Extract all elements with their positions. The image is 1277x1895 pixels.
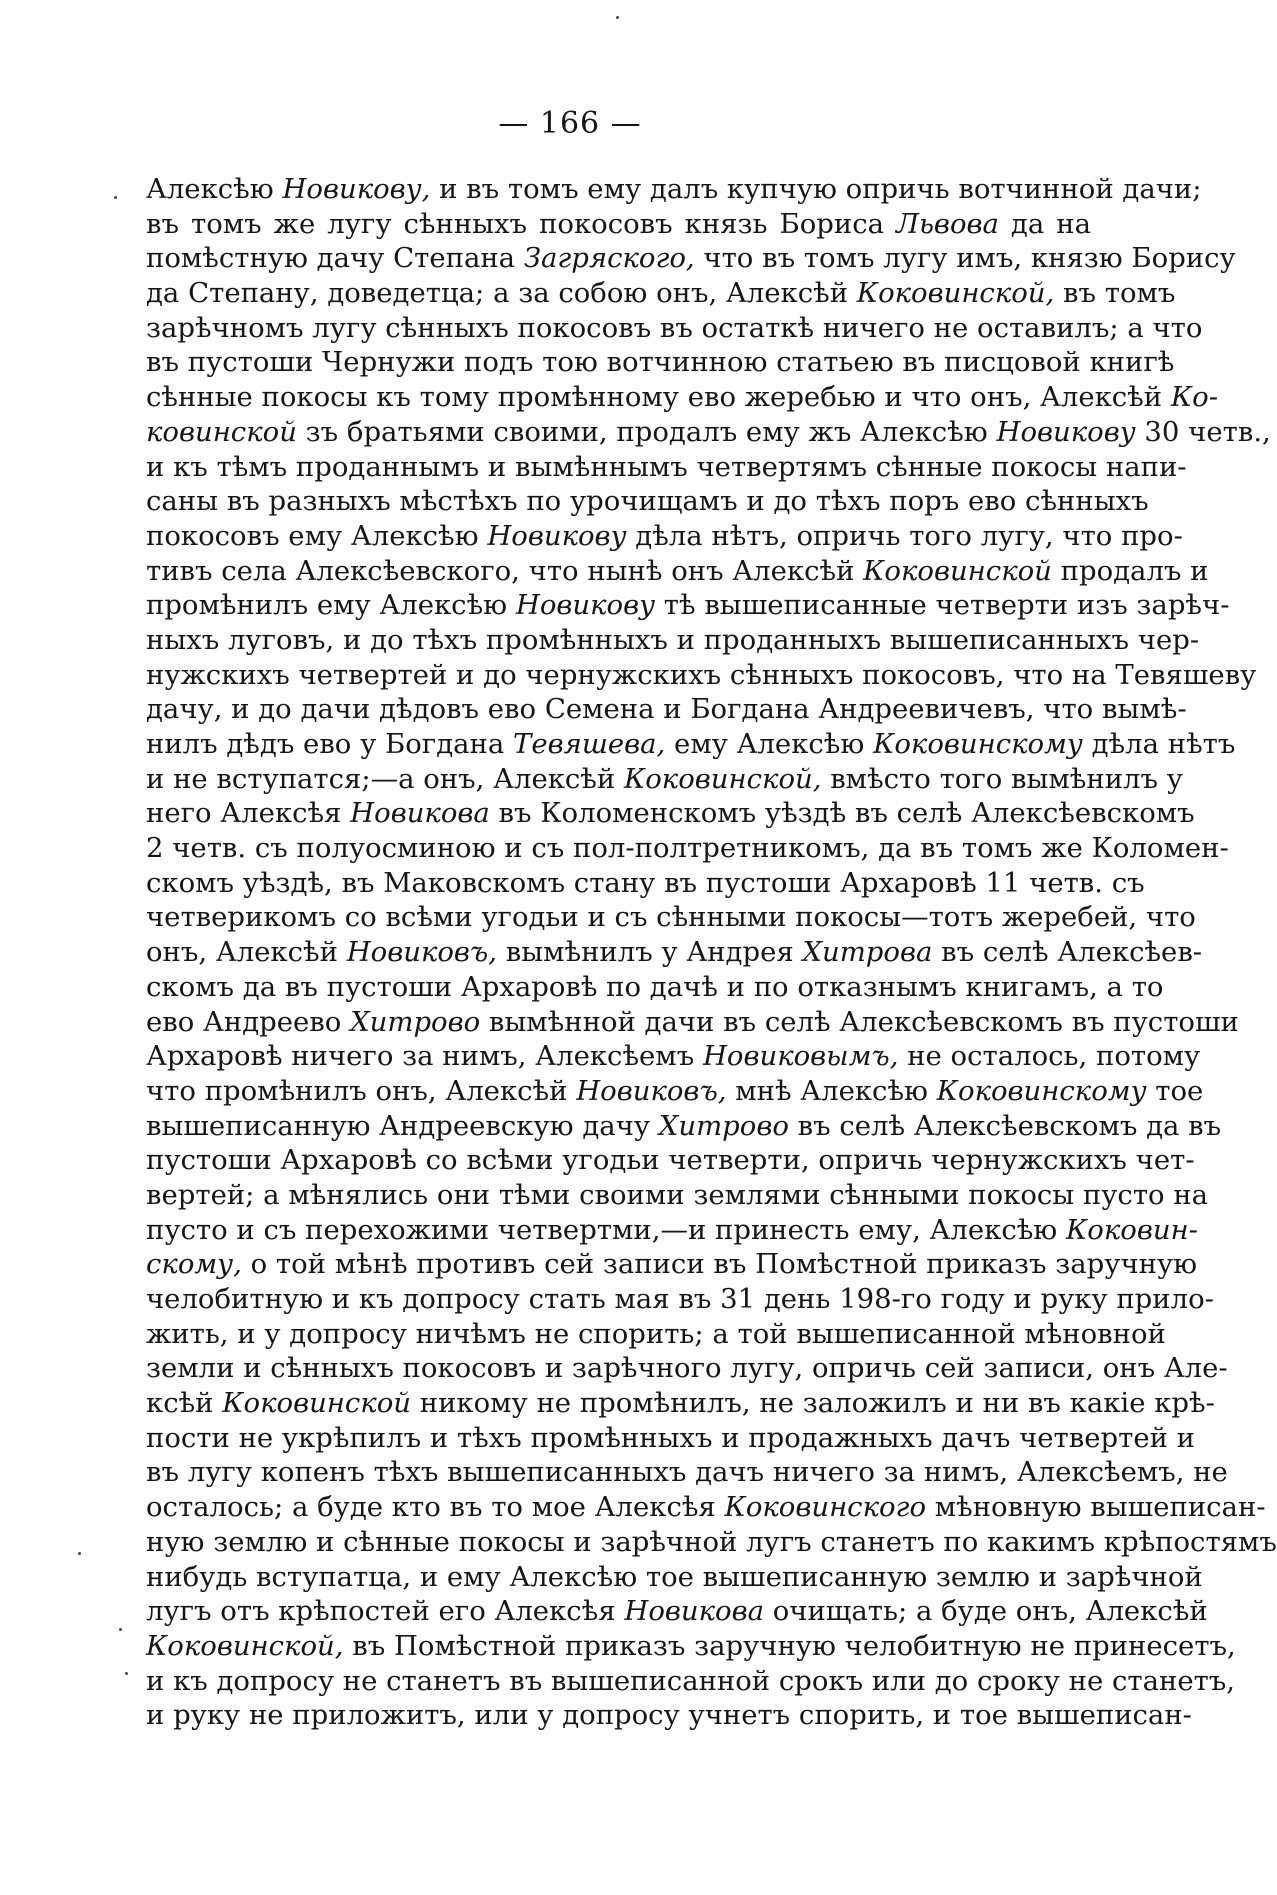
text-run: нилъ дѣдъ ево у Богдана [146, 728, 513, 760]
text-line [146, 380, 1218, 415]
page-number: — 166 — [498, 106, 642, 141]
text-run: ныхъ луговъ, и до тѣхъ промѣнныхъ и проданныхъ вышеписанныхъ чер- [146, 623, 1200, 656]
text-run: дѣла нѣтъ, опричь того лугу, что про- [626, 519, 1183, 552]
text-run: покосовъ ему Алексѣю [146, 519, 488, 552]
text-line [146, 1560, 1203, 1595]
text-line [146, 554, 1209, 589]
text-run: помѣстную дачу Степана [146, 242, 524, 275]
italic-name: Коковинской, [856, 277, 1055, 310]
text-run: ему Алексѣю [665, 728, 874, 760]
italic-name: Загряского, [523, 242, 695, 275]
text-run: зъ братьями своими, продалъ ему жъ Алексѣю [296, 415, 997, 448]
text-run: въ томъ же лугу сѣнныхъ покосовъ князь Бориса [146, 207, 897, 240]
scan-speck [119, 1628, 122, 1631]
text-run: вымѣнной дачи въ селѣ Алексѣевскомъ въ пустоши [480, 1005, 1239, 1038]
text-line [146, 1109, 1222, 1144]
text-run: о той мѣнѣ противъ сей записи въ Помѣстной приказъ заручную [241, 1248, 1198, 1281]
text-line [146, 1247, 1198, 1282]
text-line [146, 484, 1149, 519]
text-run: въ селѣ Алексѣев- [932, 936, 1203, 969]
text-run: продалъ и [1051, 554, 1209, 587]
text-run: да Степану, доведетца; а за собою онъ, Алексѣй [146, 277, 857, 310]
text-line [146, 241, 1236, 276]
text-line [146, 762, 1183, 797]
text-run: Алексѣю [146, 173, 283, 205]
text-run: лугъ отъ крѣпостей его Алексѣя [146, 1595, 625, 1628]
text-line [146, 1039, 1201, 1074]
text-line [146, 1525, 1277, 1560]
text-run: промѣнилъ ему Алексѣю [146, 589, 516, 622]
italic-name: Новикова [350, 797, 490, 830]
text-line [146, 415, 1271, 450]
text-run: дачу, и до дачи дѣдовъ ево Семена и Богдана Андреевичевъ, что вымѣ- [146, 693, 1187, 726]
text-line [146, 1005, 1239, 1040]
text-run: не осталось, потому [898, 1040, 1201, 1073]
italic-name: Новикову [487, 519, 627, 552]
italic-name: Коковинской, [623, 762, 822, 795]
text-line [146, 450, 1187, 485]
italic-name: Новикову [996, 415, 1136, 448]
text-line [146, 658, 1257, 693]
italic-name: Ко- [1170, 381, 1218, 414]
text-line [146, 900, 1196, 935]
body-text [146, 172, 1277, 1733]
text-run: пусто и съ перехожими четвертми,—и принесть ему, Алексѣю [146, 1213, 1066, 1246]
text-line [146, 831, 1229, 866]
text-run: вмѣсто того вымѣнилъ у [821, 762, 1183, 795]
text-run: что въ томъ лугу имъ, князю Борису [694, 242, 1236, 275]
text-line [146, 1178, 1209, 1213]
italic-name: Хитрово [658, 1109, 789, 1142]
text-line [146, 276, 1176, 311]
text-run: мѣновную вышеписан- [926, 1491, 1266, 1524]
text-run: и къ допросу не станетъ въ вышеписанной срокъ или до сроку не станетъ, [146, 1664, 1236, 1697]
scan-speck [114, 196, 117, 199]
text-line [146, 970, 1164, 1005]
text-run: ную землю и сѣнные покосы и зарѣчной лугъ станетъ по какимъ крѣпостямъ [146, 1525, 1277, 1558]
text-line [146, 1143, 1195, 1178]
italic-name: Новикова [624, 1595, 764, 1628]
text-run: саны въ разныхъ мѣстѣхъ по урочищамъ и до тѣхъ поръ ево сѣнныхъ [146, 485, 1149, 518]
text-run: и въ томъ ему далъ купчую опричь вотчинной дачи; [430, 173, 1202, 205]
text-run: и руку не приложитъ, или у допросу учнетъ спорить, и тое вышеписан- [146, 1699, 1192, 1732]
text-line [146, 311, 1203, 346]
text-line [146, 1317, 1166, 1352]
text-run: него Алексѣя [146, 797, 351, 830]
italic-name: ковинской [146, 415, 297, 448]
text-line [146, 1594, 1208, 1629]
italic-name: Коковинской, [146, 1629, 344, 1662]
italic-name: Коковинской [863, 554, 1052, 587]
text-run: скомъ да въ пустоши Архаровѣ по дачѣ и по отказнымъ книгамъ, а то [146, 970, 1164, 1003]
text-run: жить, и у допросу ничѣмъ не спорить; а той вышеписанной мѣновной [146, 1317, 1166, 1350]
text-run: нужскихъ четвертей и до чернужскихъ сѣнныхъ покосовъ, что на Тевяшеву [146, 658, 1257, 691]
text-run: пости не укрѣпилъ и тѣхъ промѣнныхъ и продажныхъ дачъ четвертей и [146, 1421, 1196, 1454]
text-line [146, 519, 1183, 554]
text-line [146, 588, 1230, 623]
text-run: 2 четв. съ полуосминою и съ пол-полтретникомъ, да въ томъ же Коломен- [146, 832, 1229, 865]
text-line [146, 1455, 1228, 1490]
text-run: земли и сѣнныхъ покосовъ и зарѣчного лугу, опричь сей записи, онъ Але- [146, 1352, 1228, 1385]
text-run: тое [1146, 1074, 1204, 1107]
text-run: въ томъ [1054, 277, 1176, 310]
text-line [146, 1629, 1236, 1664]
text-line [146, 866, 1145, 901]
text-run: мнѣ Алексѣю [726, 1074, 937, 1107]
text-run: въ пустоши Чернужи подъ тою вотчинною статьею въ писцовой книгѣ [146, 346, 1175, 379]
text-line [146, 172, 1202, 207]
text-line [146, 727, 1236, 762]
italic-name: Тевяшева, [513, 728, 666, 760]
text-run: четверикомъ со всѣми угодьи и съ сѣнными покосы—тотъ жеребей, что [146, 901, 1196, 934]
text-run: челобитную и къ допросу стать мая въ 31 день 198-го году и руку прило- [146, 1283, 1214, 1315]
text-run: пустоши Архаровѣ со всѣми угодьи четверти, опричь чернужскихъ чет- [146, 1144, 1195, 1177]
text-line [146, 692, 1187, 727]
scan-speck [78, 1552, 81, 1555]
text-run: никому не промѣнилъ, не заложилъ и ни въ какіе крѣ- [411, 1387, 1215, 1420]
text-run: нибудь вступатца, и ему Алексѣю тое вышеписанную землю и зарѣчной [146, 1560, 1203, 1593]
text-line [146, 1386, 1215, 1421]
text-run: 30 четв., [1135, 415, 1271, 448]
italic-name: Коковинскому [936, 1074, 1147, 1107]
italic-name: Новиковымъ, [702, 1040, 899, 1073]
text-run: Архаровѣ ничего за нимъ, Алексѣемъ [146, 1040, 703, 1073]
italic-name: Коковинского [724, 1491, 927, 1524]
italic-name: Львова [896, 207, 999, 240]
text-line [146, 935, 1203, 970]
italic-name: Коковинскому [873, 728, 1083, 760]
italic-name: Коковин- [1066, 1213, 1198, 1246]
text-run: осталось; а буде кто въ то мое Алексѣя [146, 1491, 725, 1524]
italic-name: Новиковъ, [576, 1074, 727, 1107]
text-run: вертей; а мѣнялись они тѣми своими землями сѣнными покосы пусто на [146, 1178, 1209, 1211]
text-run: онъ, Алексѣй [146, 936, 347, 969]
text-run: сѣнные покосы къ тому промѣнному ево жеребью и что онъ, Алексѣй [146, 381, 1171, 414]
text-run: тивъ села Алексѣевского, что нынѣ онъ Алексѣй [146, 554, 864, 587]
text-line [146, 1421, 1196, 1456]
text-line [146, 1351, 1228, 1386]
text-line [146, 1664, 1236, 1699]
text-run: да на [998, 207, 1091, 240]
text-line [146, 1213, 1198, 1248]
text-line [146, 345, 1175, 380]
scan-speck [125, 1672, 128, 1675]
italic-name: Коковинской [222, 1387, 411, 1420]
text-run: вышеписанную Андреевскую дачу [146, 1109, 659, 1142]
text-line [146, 623, 1200, 658]
text-run: скомъ уѣздѣ, въ Маковскомъ стану въ пустоши Архаровѣ 11 четв. съ [146, 866, 1145, 899]
text-run: въ Коломенскомъ уѣздѣ въ селѣ Алексѣевскомъ [489, 797, 1195, 830]
text-line [146, 1490, 1266, 1525]
text-line [146, 796, 1195, 831]
text-run: въ селѣ Алексѣевскомъ да въ [788, 1109, 1222, 1142]
text-line [146, 1074, 1204, 1109]
text-run: тѣ вышеписанные четверти изъ зарѣч- [655, 589, 1230, 622]
text-run: очищать; а буде онъ, Алексѣй [763, 1595, 1208, 1628]
text-run: ксѣй [146, 1387, 223, 1420]
text-run: ево Андреево [146, 1005, 351, 1038]
text-run: дѣла нѣтъ [1082, 728, 1236, 760]
text-line [146, 1698, 1192, 1733]
text-run: вымѣнилъ у Андрея [497, 936, 803, 969]
scan-speck [616, 16, 619, 19]
text-run: и не вступатся;—а онъ, Алексѣй [146, 762, 624, 795]
text-line [146, 207, 1091, 242]
italic-name: Новикову, [282, 173, 431, 205]
italic-name: Хитрово [350, 1005, 481, 1038]
italic-name: Новиковъ, [346, 936, 497, 969]
text-run: и къ тѣмъ проданнымъ и вымѣннымъ четвертямъ сѣнные покосы напи- [146, 450, 1187, 483]
text-run: зарѣчномъ лугу сѣнныхъ покосовъ въ остаткѣ ничего не оставилъ; а что [146, 311, 1203, 344]
italic-name: скому, [146, 1248, 242, 1281]
italic-name: Новикову [515, 589, 656, 622]
text-run: въ Помѣстной приказъ заручную челобитную не принесетъ, [343, 1629, 1236, 1662]
text-run: что промѣнилъ онъ, Алексѣй [146, 1074, 577, 1107]
text-line [146, 1282, 1214, 1317]
italic-name: Хитрова [802, 936, 933, 969]
text-run: въ лугу копенъ тѣхъ вышеписанныхъ дачъ ничего за нимъ, Алексѣемъ, не [146, 1456, 1228, 1489]
